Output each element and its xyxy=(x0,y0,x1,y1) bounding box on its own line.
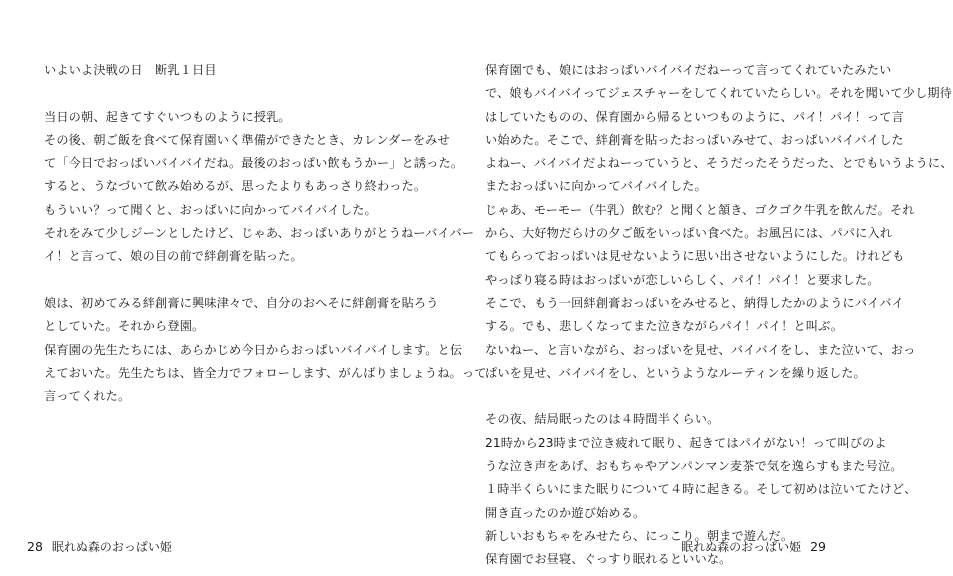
page-number-left: 28 xyxy=(27,539,43,554)
text-line: 保育園の先生たちには、あらかじめ今日からおっぱいバイバイします。と伝 xyxy=(44,342,463,357)
text-line: はしていたものの、保育園から帰るといつものように、パイ！パイ！って言 xyxy=(485,109,904,124)
text-line: よねー、バイバイだよねーっていうと、そうだったそうだった、とでもいうように、 xyxy=(485,156,953,171)
page-number-right: 29 xyxy=(810,539,826,554)
text-line: もういい？って聞くと、おっぱいに向かってバイバイした。 xyxy=(44,202,377,217)
text-line: としていた。それから登園。 xyxy=(44,319,205,334)
text-line: うな泣き声をあげ、おもちゃやアンパンマン麦茶で気を逸らすもまた号泣。 xyxy=(485,459,903,474)
text-line: えておいた。先生たちは、皆全力でフォローします、がんばりましょうね。って xyxy=(44,365,487,380)
text-line: 保育園でお昼寝、ぐっすり眠れるといいな。 xyxy=(485,552,732,567)
text-line: その夜、結局眠ったのは４時間半くらい。 xyxy=(485,412,720,427)
text-line: ないねー、と言いながら、おっぱいを見せ、バイバイをし、また泣いて、おっ xyxy=(485,342,916,357)
text-line: てもらっておっぱいは見せないように思い出させないようにした。けれども xyxy=(485,249,905,264)
paragraph xyxy=(485,59,953,385)
text-line: イ！と言って、娘の目の前で絆創膏を貼った。 xyxy=(44,249,303,264)
text-line: いよいよ決戦の日 断乳１日目 xyxy=(44,63,217,77)
running-title-right: 眠れぬ森のおっぱい姫 xyxy=(681,540,802,554)
paragraph xyxy=(44,59,400,82)
running-title-left: 眠れぬ森のおっぱい姫 xyxy=(51,540,172,554)
right-page xyxy=(428,0,953,576)
text-line: すると、うなづいて飲み始めるが、思ったよりもあっさり終わった。 xyxy=(44,179,427,194)
text-line: 21時から23時まで泣き疲れて眠り、起きてはパイがない！って叫びのよ xyxy=(485,435,887,450)
right-page-body-text xyxy=(485,59,953,572)
paragraph xyxy=(44,292,487,408)
paragraph-break xyxy=(485,385,841,408)
text-line: 当日の朝、起きてすぐいつものように授乳。 xyxy=(44,109,291,124)
text-line: 娘は、初めてみる絆創膏に興味津々で、自分のおへそに絆創膏を貼ろう xyxy=(44,295,439,310)
text-line: 開き直ったのか遊び始める。 xyxy=(485,505,646,520)
text-line: じゃあ、モーモー（牛乳）飲む？と聞くと頷き、ゴクゴク牛乳を飲んだ。それ xyxy=(485,202,915,217)
left-page-footer xyxy=(27,539,172,555)
text-line: い始めた。そこで、絆創膏を貼ったおっぱいみせて、おっぱいバイバイした xyxy=(485,132,904,147)
text-line: 言ってくれた。 xyxy=(44,389,131,404)
text-line: する。でも、悲しくなってまた泣きながらパイ！パイ！と叫ぶ。 xyxy=(485,319,844,334)
paragraph-break xyxy=(44,269,400,292)
left-page-body-text xyxy=(44,59,487,408)
text-line: それをみて少しジーンとしたけど、じゃあ、おっぱいありがとうねーバイバー xyxy=(44,226,475,241)
text-line: やっぱり寝る時はおっぱいが恋しいらしく、パイ！パイ！と要求した。 xyxy=(485,272,880,287)
text-line: で、娘もバイバイってジェスチャーをしてくれていたらしい。それを聞いて少し期待 xyxy=(485,86,952,101)
text-line: １時半くらいにまた眠りについて４時に起きる。そして初めは泣いてたけど、 xyxy=(485,482,917,497)
text-line: 保育園でも、娘にはおっぱいバイバイだねーって言ってくれていたみたい xyxy=(485,63,892,77)
text-line: そこで、もう一回絆創膏おっぱいをみせると、納得したかのようにバイバイ xyxy=(485,295,904,310)
text-line: て「今日でおっぱいバイバイだね。最後のおっぱい飲もうかー」と誘った。 xyxy=(44,156,464,171)
text-line: 新しいおもちゃをみせたら、にっこり。朝まで遊んだ。 xyxy=(485,528,794,543)
paragraph xyxy=(44,106,475,269)
text-line: ぱいを見せ、バイバイをし、というようなルーティンを繰り返した。 xyxy=(485,365,866,380)
paragraph-break xyxy=(44,82,400,105)
text-line: その後、朝ご飯を食べて保育園いく準備ができたとき、カレンダーをみせ xyxy=(44,132,450,147)
text-line: から、大好物だらけの夕ご飯をいっぱい食べた。お風呂には、パパに入れ xyxy=(485,226,893,241)
right-page-footer xyxy=(681,539,826,555)
text-line: またおっぱいに向かってバイバイした。 xyxy=(485,179,707,194)
